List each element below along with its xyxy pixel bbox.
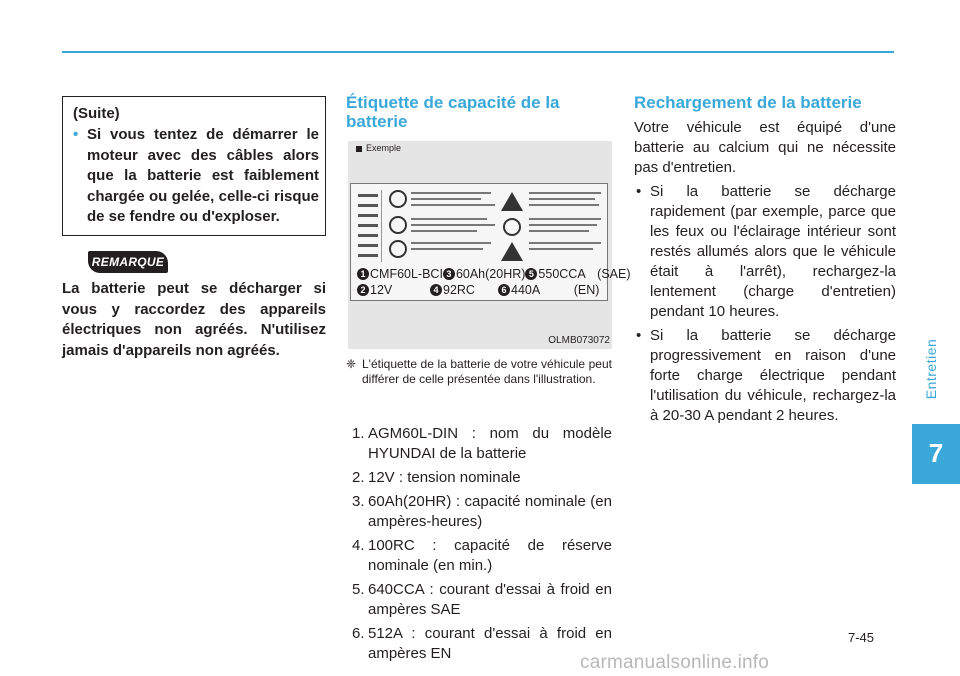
keep-away-children-icon [389,240,407,258]
remark-badge: REMARQUE [88,251,168,273]
remark-text: La batterie peut se décharger si vous y raccordez des appareils électriques non agréés. N'utilisez jamais d'appareils non agréés. [62,280,326,359]
flammable-icon [389,190,407,208]
section-side-label [916,314,946,424]
battery-label [350,183,631,301]
spec-number: 2 [357,284,369,296]
illustration-caption [346,357,612,387]
bullet-icon: • [636,327,642,344]
label-side-warning [355,190,382,262]
page-number: 7-45 [848,630,875,645]
header-rule [62,51,894,53]
list-item [634,326,896,426]
list-item-text: 640CCA : courant d'essai à froid en ampères SAE [368,581,612,618]
recharge-intro: Votre véhicule est équipé d'une batterie au calcium qui ne nécessite pas d'entretien. [634,119,896,176]
capacity-heading: Étiquette de capacité de la batterie [346,93,560,131]
battery-label-illustration [348,141,631,349]
list-number: 5. [352,581,365,598]
list-item-text: 100RC : capacité de réserve nominale (en min.) [368,537,612,574]
list-number: 2. [352,469,365,486]
spec-number: 5 [525,268,537,280]
list-item [352,492,612,532]
spec-number: 3 [443,268,455,280]
bullet-icon: • [73,126,79,143]
bullet-icon: • [636,183,642,200]
warning-note-box [62,96,326,236]
chapter-tab: 7 [912,424,960,484]
recharge-body [634,118,896,430]
list-number: 4. [352,537,365,554]
spec-standard-en: (EN) [573,282,600,297]
spec-number: 4 [430,284,442,296]
spec-row-2 [357,282,599,297]
square-bullet-icon [356,146,362,152]
list-number: 3. [352,493,365,510]
image-code: OLMB073072 [548,335,610,346]
spec-model: CMF60L-BCI [370,266,443,281]
spec-standard-sae: (SAE) [597,266,631,281]
list-item [352,624,612,664]
list-item-text: 60Ah(20HR) : capacité nominale (en ampères-heures) [368,493,612,530]
spec-en-current: 440A [511,282,541,297]
list-item [352,580,612,620]
caption-text: L'étiquette de la batterie de votre véhicule peut différer de celle présentée dans l'illustration. [362,357,612,386]
list-item [634,182,896,322]
spec-voltage: 12V [370,282,393,297]
note-symbol-icon: ❈ [346,357,357,371]
spec-rc: 92RC [443,282,475,297]
spec-number: 1 [357,268,369,280]
list-item-text: 512A : courant d'essai à froid en ampères EN [368,625,612,662]
list-item-text: 12V : tension nominale [368,469,521,486]
bullet-text: Si la batterie se décharge rapidement (par exemple, parce que les feux ou l'éclairage intérieur sont restés allumés alors que le véhicule était à l'arrêt), rechargez-la lentement (charge d'entretien) pendant 10 heures. [650,183,896,320]
list-item [352,424,612,464]
bullet-text: Si la batterie se décharge progressivement en raison d'une forte charge électrique pendant l'utilisation du véhicule, rechargez-la à 20-30 A pendant 2 heures. [650,327,896,424]
list-item [352,468,612,488]
spec-number: 6 [498,284,510,296]
example-caption [356,143,401,153]
recharge-heading: Rechargement de la batterie [634,93,862,112]
list-item [352,536,612,576]
list-number: 1. [352,425,365,442]
read-manual-icon [503,218,521,236]
explosive-warning-icon [501,242,523,261]
spec-cca: 550CCA [538,266,586,281]
list-number: 6. [352,625,365,642]
example-label: Exemple [366,143,402,153]
eye-protection-icon [389,216,407,234]
watermark: carmanualsonline.info [580,652,770,673]
spec-row-1 [357,266,631,281]
note-item [73,125,319,228]
list-item-text: AGM60L-DIN : nom du modèle HYUNDAI de la batterie [368,425,612,462]
acid-warning-icon [501,192,523,211]
note-item-text: Si vous tentez de démarrer le moteur avec des câbles alors que la batterie est faiblement chargée ou gelée, celle-ci risque de se fendre ou d'exploser. [87,126,319,225]
spec-capacity: 60Ah(20HR) [455,266,526,281]
section-name: Entretien [923,338,939,400]
spec-definition-list [352,424,612,668]
note-title: (Suite) [73,105,120,122]
